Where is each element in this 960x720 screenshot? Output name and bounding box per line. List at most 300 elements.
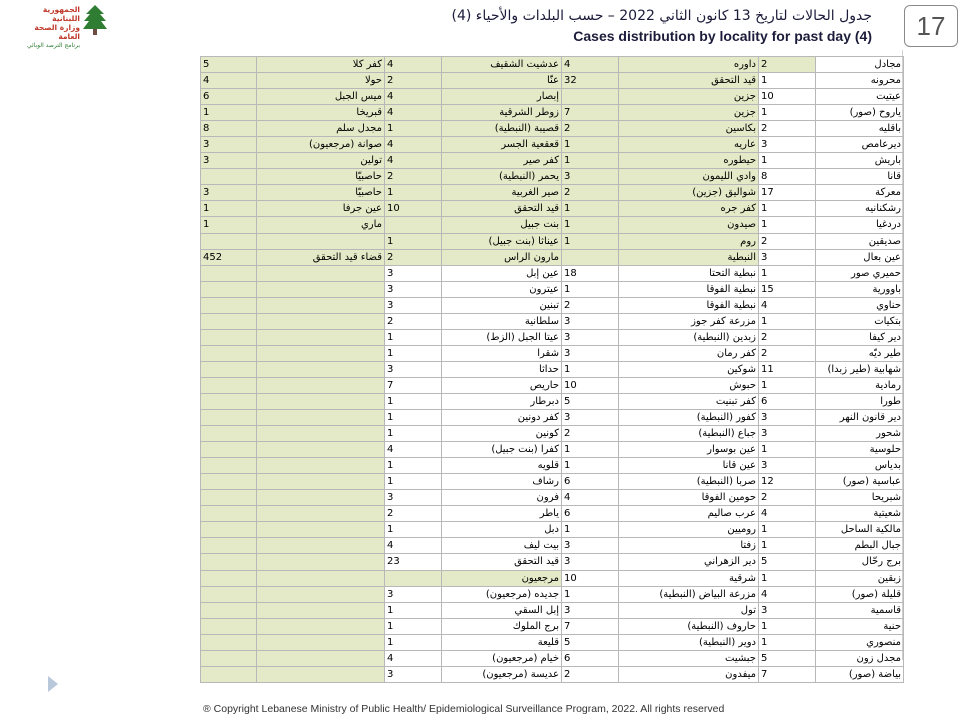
locality-cell <box>257 618 385 634</box>
locality-cell: جبال البطم <box>816 538 904 554</box>
table-row <box>201 361 904 377</box>
case-count-cell <box>201 666 257 682</box>
locality-cell: ميس الجبل <box>257 89 385 105</box>
locality-cell: تول <box>619 602 759 618</box>
table-row <box>201 329 904 345</box>
table-row <box>201 618 904 634</box>
locality-cell: بيت ليف <box>442 538 562 554</box>
case-count-cell: 3 <box>562 345 619 361</box>
locality-cell: وادي الليمون <box>619 169 759 185</box>
locality-cell: مزرعة كفر جوز <box>619 313 759 329</box>
locality-cell: بياضة (صور) <box>816 666 904 682</box>
case-count-cell: 3 <box>385 361 442 377</box>
case-count-cell <box>201 442 257 458</box>
locality-cell <box>257 410 385 426</box>
case-count-cell: 7 <box>562 618 619 634</box>
locality-cell: معركة <box>816 185 904 201</box>
case-count-cell: 1 <box>759 217 816 233</box>
locality-cell: ماري <box>257 217 385 233</box>
locality-cell: حاريص <box>442 377 562 393</box>
table-row <box>201 281 904 297</box>
locality-cell: جبشيت <box>619 650 759 666</box>
table-row <box>201 426 904 442</box>
case-count-cell <box>201 233 257 249</box>
case-count-cell: 12 <box>759 474 816 490</box>
case-count-cell: 4 <box>201 73 257 89</box>
table-row <box>201 586 904 602</box>
locality-cell: مزرعة البياض (النبطية) <box>619 586 759 602</box>
case-count-cell <box>201 458 257 474</box>
locality-cell: ياروح (صور) <box>816 105 904 121</box>
locality-cell <box>257 490 385 506</box>
locality-cell <box>257 281 385 297</box>
locality-cell: عنّا <box>442 73 562 89</box>
locality-cell: دير كيفا <box>816 329 904 345</box>
case-count-cell <box>201 538 257 554</box>
locality-cell: حبوش <box>619 377 759 393</box>
case-count-cell: 3 <box>562 410 619 426</box>
locality-cell: منصوري <box>816 634 904 650</box>
table-row <box>201 345 904 361</box>
locality-cell: تبنين <box>442 297 562 313</box>
locality-cell <box>257 265 385 281</box>
locality-cell: باوورية <box>816 281 904 297</box>
table-row <box>201 650 904 666</box>
locality-cell: سلطانية <box>442 313 562 329</box>
page-title-english: Cases distribution by locality for past day (4) <box>573 28 872 44</box>
case-count-cell <box>201 650 257 666</box>
case-count-cell: 4 <box>385 153 442 169</box>
locality-cell: كفر صير <box>442 153 562 169</box>
locality-cell: حيطوره <box>619 153 759 169</box>
case-count-cell: 2 <box>759 233 816 249</box>
locality-cell: نبطية التحتا <box>619 265 759 281</box>
table-row <box>201 89 904 105</box>
case-count-cell <box>201 377 257 393</box>
locality-cell: صوانة (مرجعيون) <box>257 137 385 153</box>
locality-cell: قبريخا <box>257 105 385 121</box>
locality-cell: بتكيات <box>816 313 904 329</box>
case-count-cell: 1 <box>759 538 816 554</box>
case-count-cell: 3 <box>385 490 442 506</box>
case-count-cell <box>562 89 619 105</box>
case-count-cell <box>201 281 257 297</box>
locality-cell: كفر دونين <box>442 410 562 426</box>
case-count-cell: 1 <box>759 618 816 634</box>
case-count-cell: 1 <box>385 618 442 634</box>
locality-cell: باريش <box>816 153 904 169</box>
locality-cell: شحور <box>816 426 904 442</box>
locality-cell: بدياس <box>816 458 904 474</box>
case-count-cell: 2 <box>562 666 619 682</box>
case-count-cell: 2 <box>385 73 442 89</box>
locality-cell <box>257 233 385 249</box>
case-count-cell: 1 <box>562 201 619 217</box>
case-count-cell: 1 <box>759 73 816 89</box>
case-count-cell: 2 <box>562 121 619 137</box>
case-count-cell: 4 <box>385 538 442 554</box>
locality-cell: عين إبل <box>442 265 562 281</box>
case-count-cell: 1 <box>201 217 257 233</box>
locality-cell: عيتيت <box>816 89 904 105</box>
case-count-cell: 3 <box>759 410 816 426</box>
table-row <box>201 522 904 538</box>
case-count-cell <box>201 474 257 490</box>
locality-cell: قيد التحقق <box>619 73 759 89</box>
table-row <box>201 554 904 570</box>
case-count-cell <box>201 313 257 329</box>
case-count-cell: 1 <box>759 105 816 121</box>
case-count-cell: 3 <box>759 458 816 474</box>
locality-cell: عدشيت الشقيف <box>442 57 562 73</box>
case-count-cell <box>385 570 442 586</box>
locality-cell <box>257 313 385 329</box>
locality-cell <box>257 393 385 409</box>
case-count-cell: 23 <box>385 554 442 570</box>
case-count-cell: 7 <box>562 105 619 121</box>
locality-cell <box>257 538 385 554</box>
locality-cell: شبريحا <box>816 490 904 506</box>
case-count-cell: 17 <box>759 185 816 201</box>
case-count-cell: 3 <box>562 169 619 185</box>
locality-cell: قضاء قيد التحقق <box>257 249 385 265</box>
table-row <box>201 474 904 490</box>
case-count-cell: 2 <box>759 329 816 345</box>
case-count-cell: 2 <box>562 426 619 442</box>
locality-cell: مجدل زون <box>816 650 904 666</box>
case-count-cell: 6 <box>562 650 619 666</box>
case-count-cell: 18 <box>562 265 619 281</box>
locality-cell: كفر جره <box>619 201 759 217</box>
case-count-cell: 1 <box>562 458 619 474</box>
locality-cell: دردغيا <box>816 217 904 233</box>
locality-cell <box>257 297 385 313</box>
locality-cell <box>257 666 385 682</box>
locality-cell: دير قانون النهر <box>816 410 904 426</box>
locality-cell: ميفدون <box>619 666 759 682</box>
case-count-cell: 1 <box>385 329 442 345</box>
case-count-cell: 4 <box>385 137 442 153</box>
table-row <box>201 57 904 73</box>
locality-cell: شرقية <box>619 570 759 586</box>
case-count-cell: 3 <box>562 538 619 554</box>
case-count-cell <box>201 265 257 281</box>
locality-cell: جزين <box>619 105 759 121</box>
locality-cell: قانا <box>816 169 904 185</box>
case-count-cell: 8 <box>201 121 257 137</box>
locality-cell <box>257 377 385 393</box>
case-count-cell: 4 <box>385 442 442 458</box>
locality-cell: حومين الفوقا <box>619 490 759 506</box>
case-count-cell: 1 <box>759 313 816 329</box>
case-count-cell <box>201 345 257 361</box>
table-row <box>201 297 904 313</box>
locality-cell: عين بوسوار <box>619 442 759 458</box>
case-count-cell: 6 <box>562 474 619 490</box>
locality-cell: حميري صور <box>816 265 904 281</box>
case-count-cell: 5 <box>759 554 816 570</box>
table-row <box>201 490 904 506</box>
case-count-cell: 1 <box>385 602 442 618</box>
case-count-cell: 3 <box>759 137 816 153</box>
case-count-cell: 1 <box>385 233 442 249</box>
case-count-cell <box>201 297 257 313</box>
case-count-cell: 1 <box>385 426 442 442</box>
locality-cell: شوكين <box>619 361 759 377</box>
locality-cell: قيد التحقق <box>442 554 562 570</box>
case-count-cell: 1 <box>562 281 619 297</box>
locality-cell: صربا (النبطية) <box>619 474 759 490</box>
locality-cell: عباسية (صور) <box>816 474 904 490</box>
locality-cell: النبطية <box>619 249 759 265</box>
case-count-cell: 10 <box>759 89 816 105</box>
case-count-cell: 1 <box>562 442 619 458</box>
page-number: 17 <box>904 5 958 47</box>
locality-cell: طورا <box>816 393 904 409</box>
case-count-cell <box>201 490 257 506</box>
case-count-cell: 7 <box>759 666 816 682</box>
table-row <box>201 377 904 393</box>
locality-cell: عيترون <box>442 281 562 297</box>
locality-cell: كفر كلا <box>257 57 385 73</box>
locality-cell: صديقين <box>816 233 904 249</box>
locality-cell: زوطر الشرقية <box>442 105 562 121</box>
locality-cell: قلويه <box>442 458 562 474</box>
locality-cell: مارون الراس <box>442 249 562 265</box>
locality-cell: مجادل <box>816 57 904 73</box>
case-count-cell: 2 <box>759 57 816 73</box>
locality-cell <box>257 506 385 522</box>
case-count-cell: 1 <box>385 522 442 538</box>
case-count-cell <box>201 618 257 634</box>
case-count-cell: 1 <box>759 201 816 217</box>
case-count-cell: 1 <box>562 217 619 233</box>
locality-cell <box>257 522 385 538</box>
case-count-cell <box>201 169 257 185</box>
cases-table <box>200 56 904 683</box>
locality-cell: قليلة (صور) <box>816 586 904 602</box>
case-count-cell: 1 <box>385 458 442 474</box>
logo-line-3: برنامج الترصد الوبائي <box>26 42 80 49</box>
locality-cell: برج الملوك <box>442 618 562 634</box>
table-row <box>201 249 904 265</box>
case-count-cell: 1 <box>562 522 619 538</box>
case-count-cell: 6 <box>201 89 257 105</box>
table-row <box>201 105 904 121</box>
case-count-cell: 1 <box>385 185 442 201</box>
locality-cell: حاصبيّا <box>257 169 385 185</box>
locality-cell: حاصبيّا <box>257 185 385 201</box>
case-count-cell <box>201 570 257 586</box>
case-count-cell: 1 <box>385 393 442 409</box>
case-count-cell: 5 <box>759 650 816 666</box>
case-count-cell <box>201 634 257 650</box>
table-row <box>201 73 904 89</box>
locality-cell: بنت جبيل <box>442 217 562 233</box>
table-row <box>201 153 904 169</box>
case-count-cell: 3 <box>562 313 619 329</box>
case-count-cell: 2 <box>385 506 442 522</box>
locality-cell: رشاف <box>442 474 562 490</box>
locality-cell: روميين <box>619 522 759 538</box>
case-count-cell: 1 <box>385 634 442 650</box>
locality-cell: ياطر <box>442 506 562 522</box>
case-count-cell: 3 <box>759 249 816 265</box>
case-count-cell: 4 <box>759 586 816 602</box>
case-count-cell: 4 <box>385 89 442 105</box>
case-count-cell: 1 <box>201 105 257 121</box>
locality-cell: عين جرفا <box>257 201 385 217</box>
locality-cell: حنية <box>816 618 904 634</box>
locality-cell: حلوسية <box>816 442 904 458</box>
case-count-cell: 1 <box>562 586 619 602</box>
case-count-cell: 4 <box>385 57 442 73</box>
case-count-cell: 6 <box>562 506 619 522</box>
case-count-cell: 10 <box>385 201 442 217</box>
locality-cell <box>257 345 385 361</box>
table-row <box>201 185 904 201</box>
locality-cell: صير الغربية <box>442 185 562 201</box>
case-count-cell: 2 <box>385 169 442 185</box>
locality-cell: كفور (النبطية) <box>619 410 759 426</box>
logo-line-2: وزارة الصحة العامة <box>34 23 80 41</box>
table-row <box>201 458 904 474</box>
case-count-cell: 1 <box>759 153 816 169</box>
case-count-cell: 6 <box>759 393 816 409</box>
case-count-cell: 5 <box>201 57 257 73</box>
locality-cell: قيد التحقق <box>442 201 562 217</box>
case-count-cell: 3 <box>385 666 442 682</box>
table-row <box>201 666 904 682</box>
case-count-cell: 3 <box>385 297 442 313</box>
table-row <box>201 602 904 618</box>
case-count-cell: 3 <box>201 185 257 201</box>
locality-cell: كفر تبنيت <box>619 393 759 409</box>
case-count-cell: 8 <box>759 169 816 185</box>
case-count-cell: 2 <box>759 345 816 361</box>
locality-cell <box>257 442 385 458</box>
table-row <box>201 121 904 137</box>
locality-cell: عديسة (مرجعيون) <box>442 666 562 682</box>
case-count-cell: 2 <box>562 297 619 313</box>
case-count-cell: 10 <box>562 570 619 586</box>
locality-cell <box>257 361 385 377</box>
table-row <box>201 233 904 249</box>
table-row <box>201 410 904 426</box>
case-count-cell: 1 <box>562 233 619 249</box>
locality-cell: دبرطار <box>442 393 562 409</box>
table-row <box>201 506 904 522</box>
case-count-cell: 15 <box>759 281 816 297</box>
case-count-cell: 2 <box>385 249 442 265</box>
case-count-cell: 3 <box>562 554 619 570</box>
locality-cell: مجدل سلم <box>257 121 385 137</box>
locality-cell: شعيتية <box>816 506 904 522</box>
locality-cell: حاروف (النبطية) <box>619 618 759 634</box>
cedar-logo-icon <box>82 4 108 36</box>
locality-cell: شقرا <box>442 345 562 361</box>
locality-cell <box>257 458 385 474</box>
locality-cell: باقليه <box>816 121 904 137</box>
case-count-cell: 32 <box>562 73 619 89</box>
case-count-cell: 1 <box>759 442 816 458</box>
case-count-cell <box>201 554 257 570</box>
locality-cell <box>257 602 385 618</box>
case-count-cell: 4 <box>759 297 816 313</box>
logo-line-1: الجمهورية اللبنانية <box>42 5 80 23</box>
locality-cell: زبقين <box>816 570 904 586</box>
locality-cell: دوير (النبطية) <box>619 634 759 650</box>
case-count-cell: 5 <box>562 634 619 650</box>
case-count-cell: 1 <box>759 570 816 586</box>
locality-cell: إبصار <box>442 89 562 105</box>
table-row <box>201 169 904 185</box>
locality-cell: صيدون <box>619 217 759 233</box>
case-count-cell: 4 <box>562 490 619 506</box>
case-count-cell <box>201 522 257 538</box>
case-count-cell: 4 <box>385 650 442 666</box>
copyright-footer: ® Copyright Lebanese Ministry of Public Health/ Epidemiological Surveillance Program, 2022. All rights reserved <box>203 703 725 715</box>
table-row <box>201 442 904 458</box>
locality-cell: قصيبة (النبطية) <box>442 121 562 137</box>
locality-cell: دبل <box>442 522 562 538</box>
locality-cell <box>257 554 385 570</box>
case-count-cell: 1 <box>562 153 619 169</box>
locality-cell: زفتا <box>619 538 759 554</box>
locality-cell: محرونه <box>816 73 904 89</box>
case-count-cell: 3 <box>759 426 816 442</box>
locality-cell: نبطية الفوقا <box>619 297 759 313</box>
case-count-cell <box>201 329 257 345</box>
case-count-cell: 2 <box>759 490 816 506</box>
locality-cell: عاريه <box>619 137 759 153</box>
case-count-cell: 1 <box>759 522 816 538</box>
table-row <box>201 265 904 281</box>
case-count-cell: 4 <box>385 105 442 121</box>
case-count-cell <box>201 506 257 522</box>
locality-cell: جزين <box>619 89 759 105</box>
table-row <box>201 313 904 329</box>
case-count-cell <box>385 217 442 233</box>
table-row <box>201 393 904 409</box>
locality-cell <box>257 474 385 490</box>
triangle-right-icon[interactable] <box>48 676 58 692</box>
case-count-cell: 4 <box>759 506 816 522</box>
case-count-cell: 3 <box>201 153 257 169</box>
locality-cell <box>257 634 385 650</box>
locality-cell: قليعة <box>442 634 562 650</box>
locality-cell: داوره <box>619 57 759 73</box>
table-row <box>201 201 904 217</box>
case-count-cell <box>201 426 257 442</box>
locality-cell <box>257 650 385 666</box>
locality-cell: روم <box>619 233 759 249</box>
case-count-cell: 1 <box>201 201 257 217</box>
locality-cell: جباع (النبطية) <box>619 426 759 442</box>
case-count-cell: 1 <box>759 377 816 393</box>
case-count-cell: 2 <box>562 185 619 201</box>
case-count-cell: 10 <box>562 377 619 393</box>
table-row <box>201 634 904 650</box>
case-count-cell: 1 <box>385 410 442 426</box>
page-title-arabic: جدول الحالات لتاريخ 13 كانون الثاني 2022 – حسب البلدات والأحياء (4) <box>451 8 872 24</box>
locality-cell: عين بعال <box>816 249 904 265</box>
locality-cell: كفر رمان <box>619 345 759 361</box>
case-count-cell: 1 <box>562 361 619 377</box>
locality-cell: حداثا <box>442 361 562 377</box>
locality-cell: عيناثا (بنت جبيل) <box>442 233 562 249</box>
locality-cell: قاسمية <box>816 602 904 618</box>
